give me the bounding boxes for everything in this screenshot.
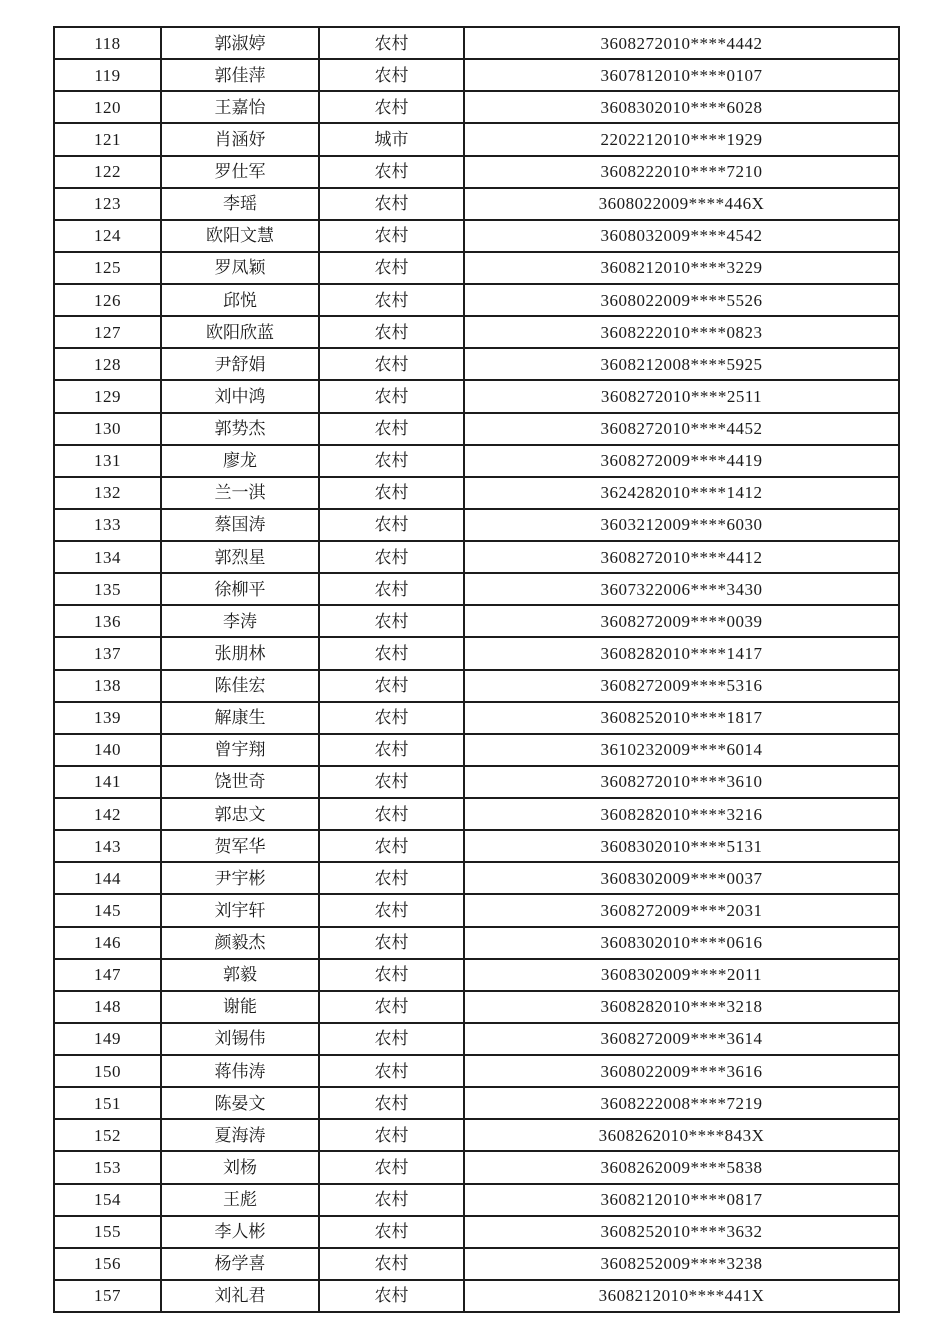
serial-cell: 132: [54, 477, 161, 509]
household-type-cell: 农村: [319, 734, 464, 766]
id-number-cell: 3607812010****0107: [464, 59, 899, 91]
household-type-cell: 农村: [319, 1151, 464, 1183]
household-type-cell: 农村: [319, 220, 464, 252]
name-cell: 欧阳欣蓝: [161, 316, 319, 348]
name-cell: 蒋伟涛: [161, 1055, 319, 1087]
table-row: [54, 348, 899, 380]
id-number-cell: 3608302009****0037: [464, 862, 899, 894]
name-cell: 贺军华: [161, 830, 319, 862]
name-cell: 郭烈星: [161, 541, 319, 573]
household-type-cell: 农村: [319, 1055, 464, 1087]
table-row: [54, 252, 899, 284]
table-row: [54, 1184, 899, 1216]
serial-cell: 136: [54, 605, 161, 637]
id-number-cell: 3608302009****2011: [464, 959, 899, 991]
serial-cell: 143: [54, 830, 161, 862]
name-cell: 颜毅杰: [161, 927, 319, 959]
name-cell: 曾宇翔: [161, 734, 319, 766]
id-number-cell: 3608222010****7210: [464, 156, 899, 188]
household-type-cell: 农村: [319, 670, 464, 702]
household-type-cell: 农村: [319, 509, 464, 541]
household-type-cell: 农村: [319, 959, 464, 991]
table-row: [54, 637, 899, 669]
serial-cell: 141: [54, 766, 161, 798]
household-type-cell: 农村: [319, 894, 464, 926]
name-cell: 刘礼君: [161, 1280, 319, 1312]
name-cell: 徐柳平: [161, 573, 319, 605]
id-number-cell: 3608302010****6028: [464, 91, 899, 123]
name-cell: 郭淑婷: [161, 27, 319, 59]
table-row: [54, 477, 899, 509]
id-number-cell: 3608262010****843X: [464, 1119, 899, 1151]
table-row: [54, 959, 899, 991]
household-type-cell: 农村: [319, 316, 464, 348]
table-row: [54, 91, 899, 123]
table-row: [54, 284, 899, 316]
household-type-cell: 农村: [319, 541, 464, 573]
id-number-cell: 3608222008****7219: [464, 1087, 899, 1119]
table-row: [54, 509, 899, 541]
name-cell: 尹舒娟: [161, 348, 319, 380]
id-number-cell: 3608272010****4412: [464, 541, 899, 573]
serial-cell: 146: [54, 927, 161, 959]
name-cell: 陈佳宏: [161, 670, 319, 702]
name-cell: 肖涵妤: [161, 123, 319, 155]
household-type-cell: 农村: [319, 862, 464, 894]
serial-cell: 151: [54, 1087, 161, 1119]
id-number-cell: 3608302010****0616: [464, 927, 899, 959]
household-type-cell: 农村: [319, 991, 464, 1023]
name-cell: 郭佳萍: [161, 59, 319, 91]
table-row: [54, 1087, 899, 1119]
table-row: [54, 1119, 899, 1151]
table-row: [54, 27, 899, 59]
household-type-cell: 农村: [319, 380, 464, 412]
id-number-cell: 3608282010****3218: [464, 991, 899, 1023]
table-row: [54, 927, 899, 959]
name-cell: 尹宇彬: [161, 862, 319, 894]
household-type-cell: 农村: [319, 637, 464, 669]
serial-cell: 127: [54, 316, 161, 348]
table-row: [54, 798, 899, 830]
name-cell: 刘杨: [161, 1151, 319, 1183]
name-cell: 刘宇轩: [161, 894, 319, 926]
household-type-cell: 农村: [319, 1023, 464, 1055]
table-row: [54, 1151, 899, 1183]
table-row: [54, 862, 899, 894]
household-type-cell: 农村: [319, 284, 464, 316]
id-number-cell: 3608222010****0823: [464, 316, 899, 348]
name-cell: 邱悦: [161, 284, 319, 316]
name-cell: 罗仕军: [161, 156, 319, 188]
table-row: [54, 316, 899, 348]
id-number-cell: 3608282010****3216: [464, 798, 899, 830]
serial-cell: 122: [54, 156, 161, 188]
table-row: [54, 766, 899, 798]
serial-cell: 154: [54, 1184, 161, 1216]
id-number-cell: 3608212010****441X: [464, 1280, 899, 1312]
household-type-cell: 农村: [319, 1184, 464, 1216]
table-row: [54, 573, 899, 605]
household-type-cell: 农村: [319, 1280, 464, 1312]
name-cell: 陈晏文: [161, 1087, 319, 1119]
table-row: [54, 188, 899, 220]
serial-cell: 130: [54, 413, 161, 445]
id-number-cell: 2202212010****1929: [464, 123, 899, 155]
id-number-cell: 3608272009****0039: [464, 605, 899, 637]
name-cell: 廖龙: [161, 445, 319, 477]
household-type-cell: 农村: [319, 927, 464, 959]
household-type-cell: 农村: [319, 1119, 464, 1151]
name-cell: 李瑶: [161, 188, 319, 220]
serial-cell: 126: [54, 284, 161, 316]
name-cell: 兰一淇: [161, 477, 319, 509]
household-type-cell: 农村: [319, 413, 464, 445]
household-type-cell: 农村: [319, 766, 464, 798]
id-number-cell: 3608212010****3229: [464, 252, 899, 284]
serial-cell: 157: [54, 1280, 161, 1312]
serial-cell: 123: [54, 188, 161, 220]
serial-cell: 131: [54, 445, 161, 477]
serial-cell: 152: [54, 1119, 161, 1151]
table-row: [54, 1216, 899, 1248]
id-number-cell: 3608022009****446X: [464, 188, 899, 220]
name-cell: 蔡国涛: [161, 509, 319, 541]
serial-cell: 153: [54, 1151, 161, 1183]
household-type-cell: 农村: [319, 348, 464, 380]
table-body: [54, 27, 899, 1312]
student-roster-table: [53, 26, 900, 1313]
serial-cell: 144: [54, 862, 161, 894]
table-row: [54, 605, 899, 637]
serial-cell: 148: [54, 991, 161, 1023]
id-number-cell: 3608032009****4542: [464, 220, 899, 252]
table-row: [54, 1248, 899, 1280]
serial-cell: 139: [54, 702, 161, 734]
table-row: [54, 59, 899, 91]
household-type-cell: 农村: [319, 91, 464, 123]
household-type-cell: 农村: [319, 252, 464, 284]
table-row: [54, 220, 899, 252]
serial-cell: 135: [54, 573, 161, 605]
table-row: [54, 991, 899, 1023]
household-type-cell: 农村: [319, 573, 464, 605]
id-number-cell: 3608262009****5838: [464, 1151, 899, 1183]
id-number-cell: 3608212008****5925: [464, 348, 899, 380]
table-row: [54, 1055, 899, 1087]
name-cell: 罗凤颖: [161, 252, 319, 284]
name-cell: 张朋林: [161, 637, 319, 669]
household-type-cell: 农村: [319, 156, 464, 188]
serial-cell: 150: [54, 1055, 161, 1087]
name-cell: 刘锡伟: [161, 1023, 319, 1055]
serial-cell: 129: [54, 380, 161, 412]
name-cell: 郭毅: [161, 959, 319, 991]
serial-cell: 121: [54, 123, 161, 155]
serial-cell: 120: [54, 91, 161, 123]
household-type-cell: 农村: [319, 59, 464, 91]
name-cell: 解康生: [161, 702, 319, 734]
id-number-cell: 3610232009****6014: [464, 734, 899, 766]
id-number-cell: 3608252010****3632: [464, 1216, 899, 1248]
id-number-cell: 3608282010****1417: [464, 637, 899, 669]
table-row: [54, 702, 899, 734]
name-cell: 郭势杰: [161, 413, 319, 445]
serial-cell: 137: [54, 637, 161, 669]
id-number-cell: 3608022009****5526: [464, 284, 899, 316]
serial-cell: 149: [54, 1023, 161, 1055]
id-number-cell: 3607322006****3430: [464, 573, 899, 605]
name-cell: 李人彬: [161, 1216, 319, 1248]
table-row: [54, 1280, 899, 1312]
household-type-cell: 农村: [319, 798, 464, 830]
id-number-cell: 3608022009****3616: [464, 1055, 899, 1087]
id-number-cell: 3624282010****1412: [464, 477, 899, 509]
table-row: [54, 541, 899, 573]
id-number-cell: 3608272009****4419: [464, 445, 899, 477]
table-row: [54, 445, 899, 477]
name-cell: 李涛: [161, 605, 319, 637]
id-number-cell: 3608272010****4442: [464, 27, 899, 59]
household-type-cell: 农村: [319, 27, 464, 59]
household-type-cell: 城市: [319, 123, 464, 155]
name-cell: 杨学喜: [161, 1248, 319, 1280]
household-type-cell: 农村: [319, 1248, 464, 1280]
id-number-cell: 3608252010****1817: [464, 702, 899, 734]
id-number-cell: 3608212010****0817: [464, 1184, 899, 1216]
serial-cell: 118: [54, 27, 161, 59]
name-cell: 刘中鸿: [161, 380, 319, 412]
serial-cell: 156: [54, 1248, 161, 1280]
household-type-cell: 农村: [319, 445, 464, 477]
serial-cell: 140: [54, 734, 161, 766]
name-cell: 饶世奇: [161, 766, 319, 798]
table-row: [54, 734, 899, 766]
name-cell: 王嘉怡: [161, 91, 319, 123]
table-row: [54, 413, 899, 445]
household-type-cell: 农村: [319, 830, 464, 862]
id-number-cell: 3608272010****2511: [464, 380, 899, 412]
serial-cell: 145: [54, 894, 161, 926]
serial-cell: 155: [54, 1216, 161, 1248]
serial-cell: 147: [54, 959, 161, 991]
serial-cell: 125: [54, 252, 161, 284]
serial-cell: 124: [54, 220, 161, 252]
id-number-cell: 3603212009****6030: [464, 509, 899, 541]
name-cell: 郭忠文: [161, 798, 319, 830]
name-cell: 夏海涛: [161, 1119, 319, 1151]
household-type-cell: 农村: [319, 605, 464, 637]
serial-cell: 134: [54, 541, 161, 573]
household-type-cell: 农村: [319, 1216, 464, 1248]
name-cell: 谢能: [161, 991, 319, 1023]
table-row: [54, 1023, 899, 1055]
table-row: [54, 123, 899, 155]
table-row: [54, 670, 899, 702]
table-row: [54, 830, 899, 862]
id-number-cell: 3608272010****3610: [464, 766, 899, 798]
id-number-cell: 3608252009****3238: [464, 1248, 899, 1280]
household-type-cell: 农村: [319, 1087, 464, 1119]
serial-cell: 142: [54, 798, 161, 830]
household-type-cell: 农村: [319, 188, 464, 220]
household-type-cell: 农村: [319, 702, 464, 734]
id-number-cell: 3608302010****5131: [464, 830, 899, 862]
id-number-cell: 3608272009****2031: [464, 894, 899, 926]
serial-cell: 138: [54, 670, 161, 702]
table-row: [54, 380, 899, 412]
serial-cell: 133: [54, 509, 161, 541]
id-number-cell: 3608272009****3614: [464, 1023, 899, 1055]
name-cell: 欧阳文慧: [161, 220, 319, 252]
serial-cell: 119: [54, 59, 161, 91]
id-number-cell: 3608272009****5316: [464, 670, 899, 702]
household-type-cell: 农村: [319, 477, 464, 509]
id-number-cell: 3608272010****4452: [464, 413, 899, 445]
name-cell: 王彪: [161, 1184, 319, 1216]
table-row: [54, 894, 899, 926]
table-row: [54, 156, 899, 188]
serial-cell: 128: [54, 348, 161, 380]
